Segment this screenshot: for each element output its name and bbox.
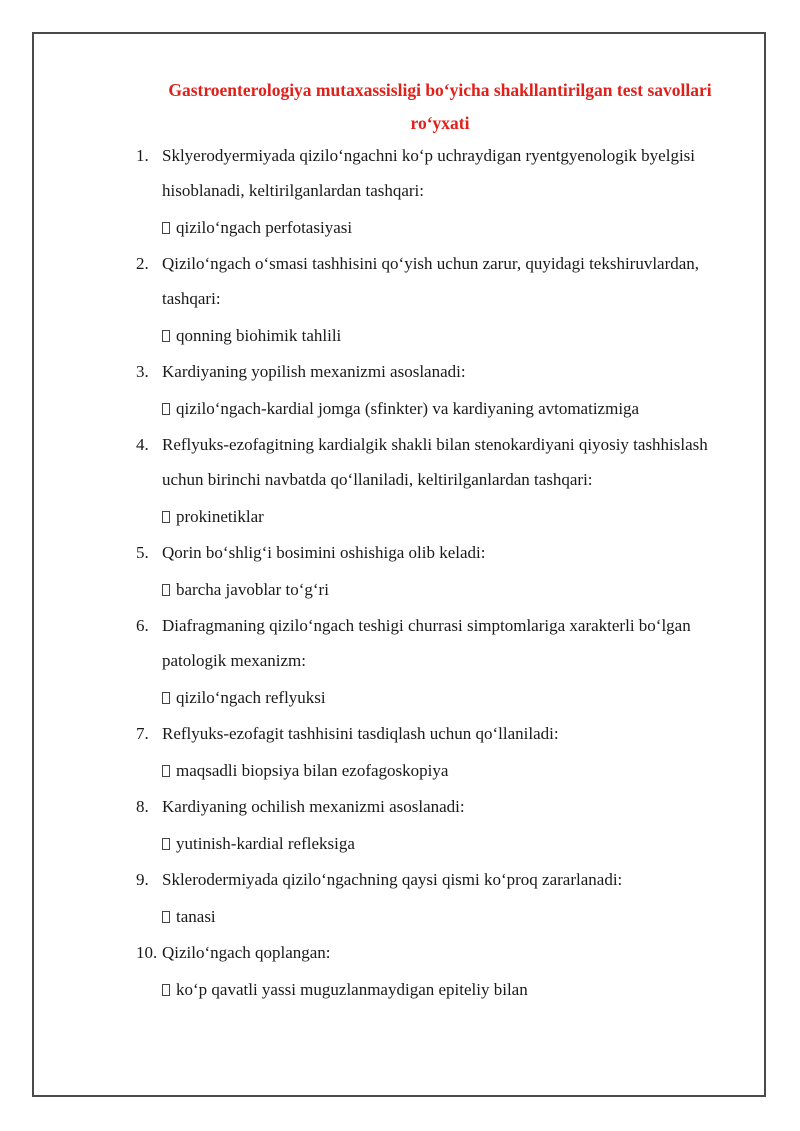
question-text: Sklyerodyermiyada qizilo‘ngachni ko‘p uchraydigan ryentgyenologik byelgisi hisoblanadi, keltirilganlardan tashqari:	[162, 146, 696, 200]
checkbox-glyph-icon	[162, 403, 170, 415]
answer-line	[162, 972, 746, 1007]
checkbox-glyph-icon	[162, 330, 170, 342]
question-item	[136, 427, 746, 534]
checkbox-glyph-icon	[162, 765, 170, 777]
answer-text: qizilo‘ngach reflyuksi	[176, 688, 326, 707]
question-item	[136, 246, 746, 353]
question-text: Diafragmaning qizilo‘ngach teshigi churrasi simptomlariga xarakterli bo‘lgan patologik mexanizm:	[162, 616, 691, 670]
answer-line	[162, 499, 746, 534]
checkbox-glyph-icon	[162, 838, 170, 850]
answer-line	[162, 391, 746, 426]
question-number: 6.	[136, 616, 149, 635]
checkbox-glyph-icon	[162, 222, 170, 234]
answer-line	[162, 826, 746, 861]
question-text: Kardiyaning yopilish mexanizmi asoslanadi:	[162, 362, 466, 381]
answer-text: qizilo‘ngach-kardial jomga (sfinkter) va kardiyaning avtomatizmiga	[176, 399, 640, 418]
question-number: 8.	[136, 797, 149, 816]
answer-text: yutinish-kardial refleksiga	[176, 834, 355, 853]
question-text: Qizilo‘ngach qoplangan:	[162, 943, 331, 962]
answer-text: prokinetiklar	[176, 507, 264, 526]
checkbox-glyph-icon	[162, 511, 170, 523]
answer-line	[162, 572, 746, 607]
answer-line	[162, 680, 746, 715]
answer-line	[162, 899, 746, 934]
question-text: Qizilo‘ngach o‘smasi tashhisini qo‘yish uchun zarur, quyidagi tekshiruvlardan, tashqari:	[162, 254, 700, 308]
question-text: Reflyuks-ezofagitning kardialgik shakli bilan stenokardiyani qiyosiy tashhislash uchun birinchi navbatda qo‘llaniladi, keltirilganlardan tashqari:	[162, 435, 708, 489]
question-text: Qorin bo‘shlig‘i bosimini oshishiga olib keladi:	[162, 543, 486, 562]
question-number: 4.	[136, 435, 149, 454]
question-text: Reflyuks-ezofagit tashhisini tasdiqlash uchun qo‘llaniladi:	[162, 724, 559, 743]
question-number: 3.	[136, 362, 149, 381]
question-number: 10.	[136, 943, 158, 962]
question-item	[136, 608, 746, 715]
question-number: 1.	[136, 146, 149, 165]
question-number: 9.	[136, 870, 149, 889]
answer-text: maqsadli biopsiya bilan ezofagoskopiya	[176, 761, 449, 780]
question-text: Kardiyaning ochilish mexanizmi asoslanadi:	[162, 797, 465, 816]
checkbox-glyph-icon	[162, 911, 170, 923]
answer-text: ko‘p qavatli yassi muguzlanmaydigan epiteliy bilan	[176, 980, 528, 999]
question-number: 2.	[136, 254, 149, 273]
answer-line	[162, 210, 746, 245]
question-item	[136, 789, 746, 861]
checkbox-glyph-icon	[162, 584, 170, 596]
question-item	[136, 354, 746, 426]
answer-text: qizilo‘ngach perfotasiyasi	[176, 218, 353, 237]
question-item	[136, 138, 746, 245]
document-title	[110, 74, 770, 140]
question-item	[136, 862, 746, 934]
question-item	[136, 716, 746, 788]
answer-line	[162, 753, 746, 788]
question-list	[136, 138, 746, 1008]
answer-text: tanasi	[176, 907, 216, 926]
question-text: Sklerodermiyada qizilo‘ngachning qaysi qismi ko‘proq zararlanadi:	[162, 870, 623, 889]
question-number: 7.	[136, 724, 149, 743]
title-line-1: Gastroenterologiya mutaxassisligi bo‘yicha shakllantirilgan test savollari	[168, 80, 712, 100]
question-item	[136, 935, 746, 1007]
title-line-2: ro‘yxati	[410, 113, 470, 133]
checkbox-glyph-icon	[162, 984, 170, 996]
question-item	[136, 535, 746, 607]
checkbox-glyph-icon	[162, 692, 170, 704]
answer-text: qonning biohimik tahlili	[176, 326, 342, 345]
answer-text: barcha javoblar to‘g‘ri	[176, 580, 329, 599]
answer-line	[162, 318, 746, 353]
question-number: 5.	[136, 543, 149, 562]
